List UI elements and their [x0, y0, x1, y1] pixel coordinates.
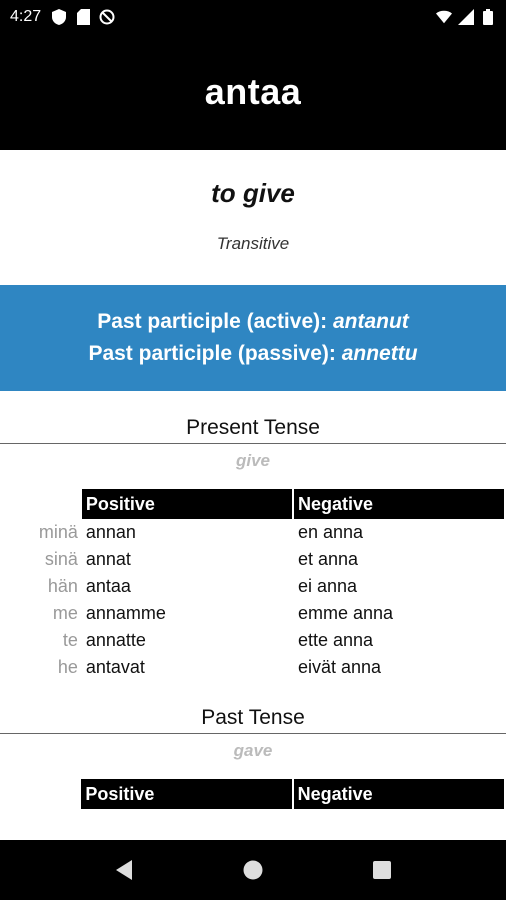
positive-cell: annat: [85, 549, 131, 569]
pronoun-cell: me: [52, 603, 78, 623]
positive-column-header: Positive: [81, 779, 291, 809]
participle-passive: [88, 342, 417, 366]
table-row: [26, 546, 504, 573]
present-conjugation-table: [24, 489, 506, 681]
present-tense-divider: [0, 443, 506, 444]
positive-cell: annamme: [85, 603, 166, 623]
pronoun-cell: minä: [38, 522, 78, 542]
present-tense-section: [0, 415, 506, 681]
pronoun-cell: te: [62, 630, 78, 650]
recents-icon[interactable]: [362, 850, 402, 890]
past-tense-title: Past Tense: [201, 706, 305, 729]
pronoun-cell: he: [57, 657, 78, 677]
sd-card-icon: [75, 9, 91, 25]
back-icon[interactable]: [104, 850, 144, 890]
pronoun-column-header: [26, 779, 79, 809]
page-title: antaa: [204, 70, 302, 112]
pronoun-column-header: [26, 489, 80, 519]
positive-cell: annatte: [85, 630, 146, 650]
past-tense-gloss: gave: [233, 741, 273, 760]
negative-cell: en anna: [297, 522, 364, 542]
positive-cell: antaa: [85, 576, 131, 596]
participle-active: [97, 310, 409, 334]
wifi-icon: [436, 9, 452, 25]
verb-translation: to give: [211, 178, 295, 208]
negative-cell: ette anna: [297, 630, 374, 650]
status-bar: [0, 0, 506, 33]
positive-column-header: Positive: [82, 489, 292, 519]
navigation-bar: [0, 840, 506, 900]
table-row: [26, 654, 504, 681]
negative-column-header: Negative: [294, 489, 504, 519]
table-header-row: [26, 779, 504, 809]
table-row: [26, 519, 504, 546]
no-sync-icon: [99, 9, 115, 25]
battery-icon: [480, 9, 496, 25]
shield-icon: [51, 9, 67, 25]
positive-cell: antavat: [85, 657, 145, 677]
signal-icon: [458, 9, 474, 25]
past-conjugation-table: [24, 779, 506, 809]
negative-cell: eivät anna: [297, 657, 382, 677]
table-row: [26, 627, 504, 654]
participles-panel: [0, 285, 506, 391]
pronoun-cell: sinä: [44, 549, 78, 569]
negative-cell: et anna: [297, 549, 359, 569]
past-tense-divider: [0, 733, 506, 734]
status-time: 4:27: [10, 7, 42, 25]
home-icon[interactable]: [233, 850, 273, 890]
pronoun-cell: hän: [47, 576, 78, 596]
participle-passive-value: annettu: [341, 342, 418, 365]
negative-column-header: Negative: [294, 779, 504, 809]
app-bar: [0, 33, 506, 150]
participle-active-value: antanut: [332, 310, 409, 333]
table-header-row: [26, 489, 504, 519]
verb-detail-content[interactable]: [0, 150, 506, 840]
positive-cell: annan: [85, 522, 136, 542]
table-row: [26, 573, 504, 600]
participle-active-label: Past participle (active):: [97, 310, 328, 333]
present-tense-gloss: give: [235, 451, 271, 470]
table-row: [26, 600, 504, 627]
negative-cell: ei anna: [297, 576, 358, 596]
verb-type: Transitive: [216, 234, 290, 253]
negative-cell: emme anna: [297, 603, 394, 623]
present-tense-title: Present Tense: [186, 416, 320, 439]
past-tense-section: [0, 705, 506, 809]
participle-passive-label: Past participle (passive):: [88, 342, 336, 365]
